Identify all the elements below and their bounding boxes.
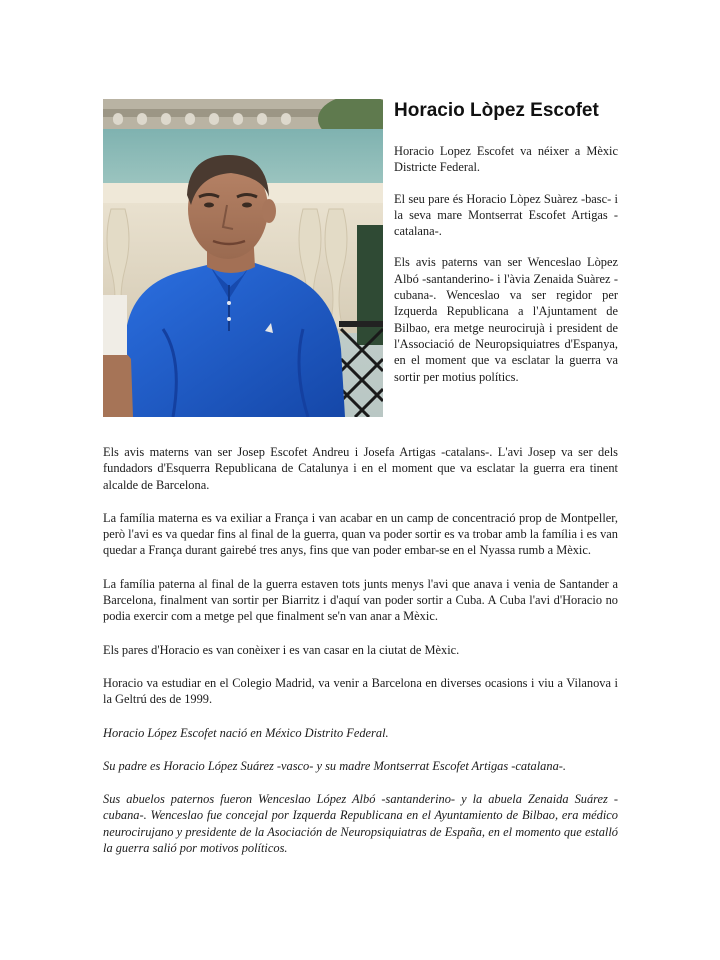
- paragraph: Horacio Lopez Escofet va néixer a Mèxic Districte Federal.: [394, 144, 618, 175]
- intro-column: [394, 143, 618, 400]
- paragraph: La família materna es va exiliar a França i van acabar en un camp de concentració prop de Montpeller, però l'avi es va quedar fins al final de la guerra, quan va poder sortir es va trobar amb la família i es van quedar a França durant gairebé tres anys, fins que van poder embar-se en el Nyassa rumb a Mèxic.: [103, 510, 618, 558]
- paragraph: Els avis materns van ser Josep Escofet Andreu i Josefa Artigas -catalans-. L'avi Josep va ser dels fundadors d'Esquerra Republicana de Catalunya i en el moment que va esclatar la guerra era tinent alcalde de Barcelona.: [103, 445, 618, 492]
- document-title: Horacio Lòpez Escofet: [394, 100, 599, 121]
- portrait-photo: [103, 99, 383, 417]
- paragraph: La família paterna al final de la guerra estaven tots junts menys l'avi que anava i venia de Santander a Barcelona, finalment van sortir per Biarritz i d'aquí van poder sortir a Cuba. A Cuba l'avi d'Horacio no podia exercir com a metge pel que finalment se'n van anar a Mèxic.: [103, 576, 618, 624]
- paragraph: El seu pare és Horacio Lòpez Suàrez -basc- i la seva mare Montserrat Escofet Artigas -catalana-.: [394, 191, 618, 239]
- spanish-paragraph: Sus abuelos paternos fueron Wenceslao López Albó -santanderino- y la abuela Zenaida Suárez -cubana-. Wenceslao fue concejal por Izquerda Republicana en el Ayuntamiento de Bilbao, era médico neurocirujano y presidente de la Asociación de Neuropsiquiatras de España, en el momento que estalló la guerra salió por motivos políticos.: [103, 792, 618, 856]
- spanish-paragraph: Su padre es Horacio López Suárez -vasco- y su madre Montserrat Escofet Artigas -catalana-.: [103, 758, 566, 773]
- paragraph: Els pares d'Horacio es van conèixer i es van casar en la ciutat de Mèxic.: [103, 642, 460, 657]
- paragraph: Horacio va estudiar en el Colegio Madrid, va venir a Barcelona en diverses ocasions i viu a Vilanova i la Geltrú des de 1999.: [103, 675, 618, 707]
- spanish-paragraph: Horacio López Escofet nació en México Distrito Federal.: [103, 725, 389, 740]
- paragraph: Els avis paterns van ser Wenceslao Lòpez Albó -santanderino- i l'àvia Zenaida Suàrez -cubana-. Wenceslao va ser regidor per Izquerda Republicana a l'Ajuntament de Bilbao, era metge neurocirujà i president de l'Associació de Neuropsiquiatres d'Espanya, en el moment que va esclatar la guerra va sortir per motius polítics.: [394, 255, 618, 384]
- body-text: [103, 444, 618, 873]
